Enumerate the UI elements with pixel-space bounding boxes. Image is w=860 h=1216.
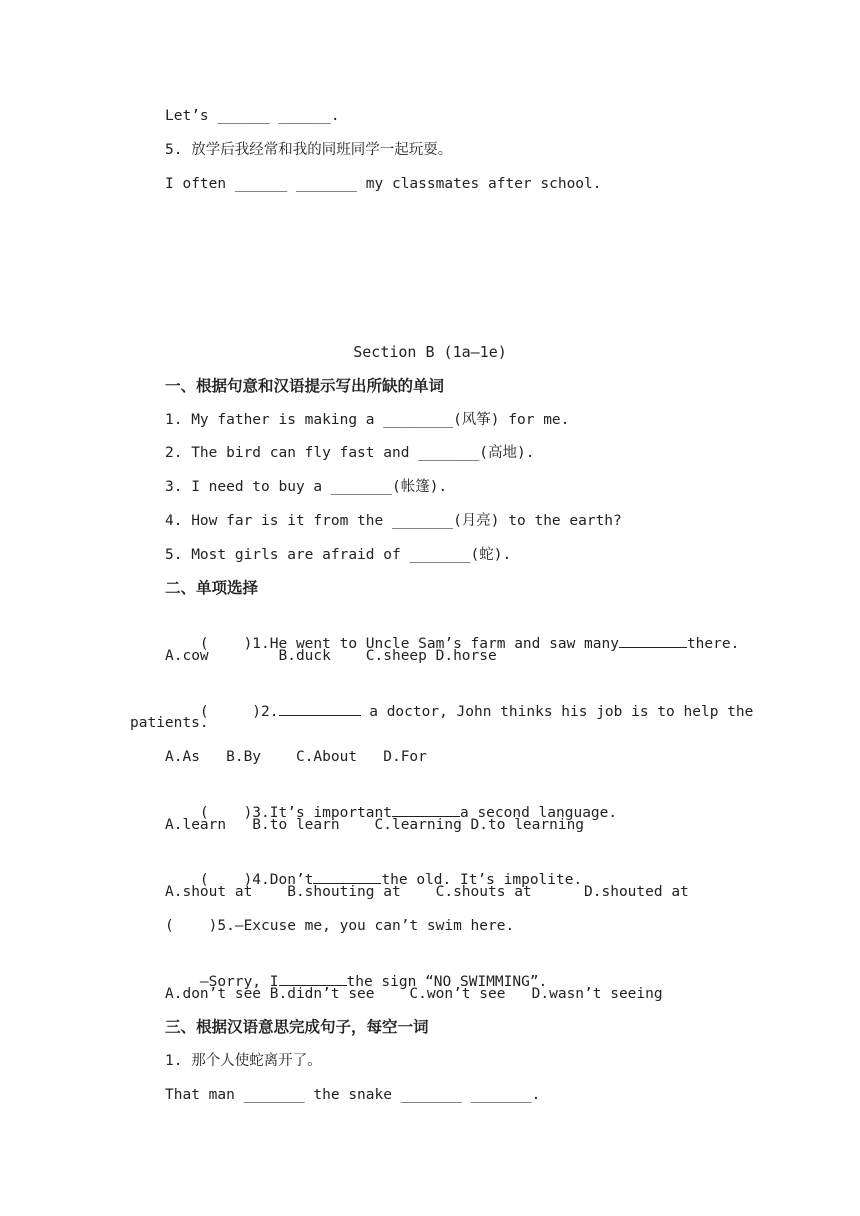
part1-item-2: 2. The bird can fly fast and _______(高地). [165, 445, 535, 461]
question-4-stem: ( )4.Don’t [199, 872, 314, 888]
question-2-options: A.As B.By C.About D.For [165, 749, 427, 765]
part3-item-1-chinese: 1. 那个人使蛇离开了。 [165, 1053, 322, 1069]
question-4-options: A.shout at B.shouting at C.shouts at D.shouted at [165, 884, 689, 900]
part1-item-4: 4. How far is it from the _______(月亮) to the earth? [165, 513, 622, 529]
question-2-continued: patients. [130, 715, 209, 731]
part3-heading: 三、根据汉语意思完成句子，每空一词 [165, 1018, 429, 1036]
answer-blank [619, 632, 687, 648]
question-3-options: A.learn B.to learn C.learning D.to learning [165, 817, 585, 833]
question-5: ( )5.—Excuse me, you can’t swim here. [165, 918, 515, 934]
top-line-2: 5. 放学后我经常和我的同班同学一起玩耍。 [165, 142, 453, 158]
question-1-stem: ( )1.He went to Uncle Sam’s farm and saw many [199, 636, 619, 652]
answer-blank [279, 700, 361, 716]
part2-heading: 二、单项选择 [165, 579, 259, 597]
question-3-tail: a second language. [459, 805, 618, 821]
part1-item-5: 5. Most girls are afraid of _______(蛇). [165, 547, 512, 563]
question-5-stem: —Sorry, I [199, 974, 279, 990]
question-5-tail: the sign “NO SWIMMING”. [346, 974, 548, 990]
part1-item-1: 1. My father is making a ________(风筝) for me. [165, 412, 570, 428]
part1-item-3: 3. I need to buy a _______(帐篷). [165, 479, 448, 495]
question-1-options: A.cow B.duck C.sheep D.horse [165, 648, 497, 664]
question-2-tail: a doctor, John thinks his job is to help the [360, 704, 754, 720]
part3-item-1-english: That man _______ the snake _______ _______. [165, 1087, 541, 1103]
part1-heading: 一、根据句意和汉语提示写出所缺的单词 [165, 377, 445, 395]
top-line-1: Let’s ______ ______. [165, 108, 340, 124]
top-line-3: I often ______ _______ my classmates after school. [165, 176, 602, 192]
question-2-stem: ( )2. [199, 704, 279, 720]
question-5-options: A.don’t see B.didn’t see C.won’t see D.wasn’t seeing [165, 986, 663, 1002]
question-2 [165, 680, 753, 742]
question-3-stem: ( )3.It’s important [199, 805, 392, 821]
section-title: Section B (1a—1e) [353, 343, 507, 361]
question-4-tail: the old. It’s impolite. [381, 872, 583, 888]
question-1-tail: there. [686, 636, 740, 652]
